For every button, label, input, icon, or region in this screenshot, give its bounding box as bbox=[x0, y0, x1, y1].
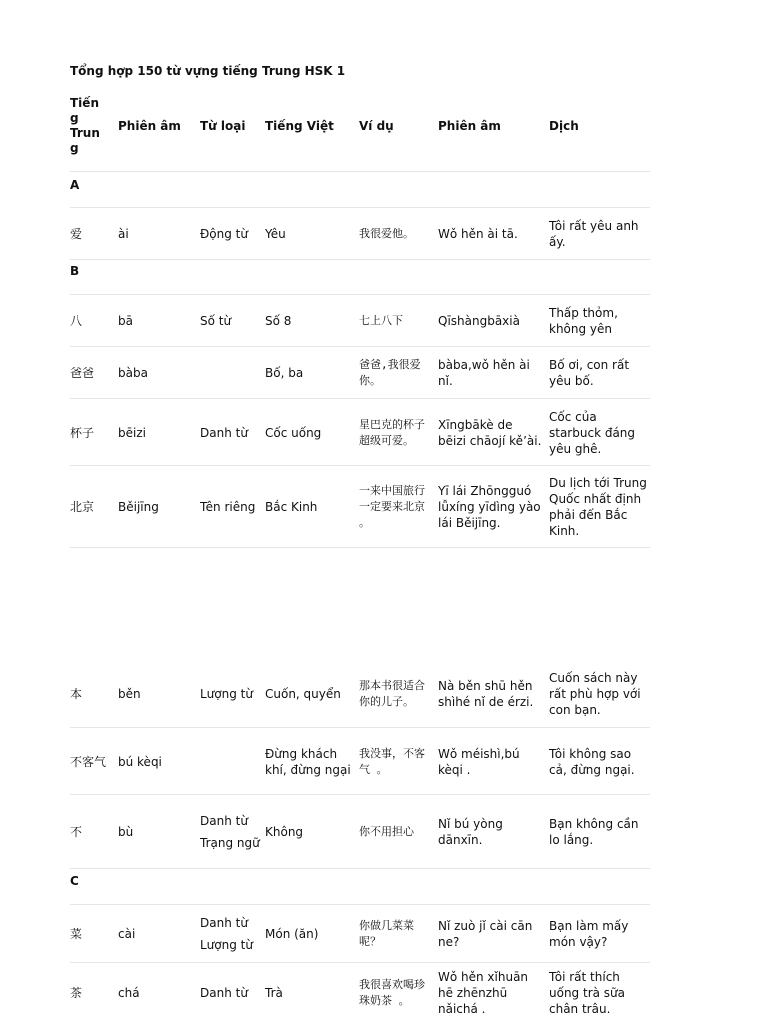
cell-vietnamese: Không bbox=[265, 825, 304, 839]
cell-translation: Du lịch tới Trung Quốc nhất định phải đến Bắc Kinh. bbox=[549, 476, 647, 538]
cell-pinyin: chá bbox=[118, 986, 140, 1000]
cell-vietnamese: Đừng khách khí, đừng ngại bbox=[265, 746, 351, 777]
cell-vietnamese: Cuốn, quyển bbox=[265, 686, 341, 701]
cell-hanzi: 爱 bbox=[70, 227, 83, 241]
table-row bbox=[70, 660, 650, 727]
header-pinyin: Phiên âm bbox=[118, 118, 181, 133]
cell-example-pinyin: Wǒ hěn ài tā. bbox=[438, 227, 518, 241]
cell-word-type: Tên riêng bbox=[200, 500, 256, 514]
page-break-divider bbox=[70, 547, 650, 548]
table-row bbox=[70, 346, 650, 399]
cell-translation: Cuốn sách này rất phù hợp với con bạn. bbox=[549, 670, 641, 717]
cell-example: 我很爱他。 bbox=[359, 227, 414, 240]
table-row bbox=[70, 398, 650, 466]
cell-example-pinyin: bàba,wǒ hěn ài nǐ. bbox=[438, 358, 530, 388]
cell-word-type: Lượng từ bbox=[200, 686, 253, 701]
cell-translation: Tôi rất yêu anh ấy. bbox=[549, 219, 639, 249]
cell-hanzi: 不客气 bbox=[70, 754, 107, 769]
cell-hanzi: 茶 bbox=[70, 986, 83, 1000]
cell-pinyin: bú kèqi bbox=[118, 754, 162, 769]
table-row bbox=[70, 294, 650, 347]
cell-translation: Tôi không sao cả, đừng ngại. bbox=[549, 746, 635, 777]
cell-translation: Thấp thỏm, không yên bbox=[549, 306, 618, 336]
section-header-a bbox=[70, 171, 650, 208]
cell-hanzi: 爸爸 bbox=[70, 366, 95, 380]
header-chinese: Tiến g Trun g bbox=[70, 96, 100, 155]
word-type-secondary: Lượng từ bbox=[200, 938, 253, 952]
cell-vietnamese: Bắc Kinh bbox=[265, 500, 318, 514]
header-example: Ví dụ bbox=[359, 118, 394, 133]
cell-pinyin: bā bbox=[118, 314, 133, 328]
table-row bbox=[70, 962, 650, 1023]
cell-hanzi: 本 bbox=[70, 686, 83, 701]
cell-example: 爸爸,我很爱你。 bbox=[359, 358, 421, 387]
cell-word-type bbox=[200, 728, 262, 795]
word-type-primary: Danh từ bbox=[200, 814, 248, 828]
table-row bbox=[70, 904, 650, 963]
cell-word-type bbox=[200, 795, 262, 869]
cell-word-type bbox=[200, 347, 262, 399]
document-title: Tổng hợp 150 từ vựng tiếng Trung HSK 1 bbox=[70, 64, 346, 78]
section-header-b bbox=[70, 259, 650, 295]
cell-pinyin: bēizi bbox=[118, 425, 146, 440]
cell-word-type: Danh từ bbox=[200, 425, 248, 440]
section-letter: A bbox=[70, 178, 80, 192]
header-example-pinyin: Phiên âm bbox=[438, 118, 501, 133]
section-letter: C bbox=[70, 874, 79, 888]
cell-example-pinyin: Yī lái Zhōngguó lǚxíng yīdìng yào lái Běijīng. bbox=[438, 484, 541, 530]
cell-pinyin: bù bbox=[118, 825, 134, 839]
cell-vietnamese: Yêu bbox=[265, 227, 286, 241]
cell-example: 那本书很适合你的儿子。 bbox=[359, 678, 425, 708]
cell-vietnamese: Cốc uống bbox=[265, 425, 322, 440]
cell-hanzi: 菜 bbox=[70, 927, 83, 941]
cell-vietnamese: Món (ăn) bbox=[265, 927, 319, 941]
cell-translation: Bố ơi, con rất yêu bố. bbox=[549, 358, 630, 388]
cell-hanzi: 杯子 bbox=[70, 425, 95, 440]
table-row bbox=[70, 465, 650, 548]
cell-example: 你做几菜菜呢？ bbox=[359, 919, 414, 948]
cell-pinyin: bàba bbox=[118, 366, 148, 380]
cell-word-type: Động từ bbox=[200, 227, 248, 241]
cell-example-pinyin: Wǒ méishì,bú kèqi . bbox=[438, 746, 520, 777]
cell-example: 一来中国旅行一定要来北京 。 bbox=[359, 484, 425, 529]
cell-example-pinyin: Qīshàngbāxià bbox=[438, 314, 520, 328]
header-word-type: Từ loại bbox=[200, 118, 246, 133]
cell-word-type: Số từ bbox=[200, 314, 232, 328]
cell-translation: Tôi rất thích uống trà sữa chân trâu. bbox=[549, 970, 626, 1016]
cell-translation: Cốc của starbuck đáng yêu ghê. bbox=[549, 409, 636, 456]
section-letter: B bbox=[70, 264, 80, 278]
cell-example-pinyin: Nǐ bú yòng dānxīn. bbox=[438, 817, 503, 847]
cell-translation: Bạn không cần lo lắng. bbox=[549, 817, 639, 847]
cell-pinyin: ài bbox=[118, 227, 129, 241]
word-type-secondary: Trạng ngữ bbox=[200, 836, 260, 850]
header-translation: Dịch bbox=[549, 118, 579, 133]
word-type-primary: Danh từ bbox=[200, 916, 248, 930]
cell-translation: Bạn làm mấy món vậy? bbox=[549, 919, 629, 949]
cell-example: 星巴克的杯子 超级可爱。 bbox=[359, 417, 425, 447]
cell-pinyin: Běijīng bbox=[118, 500, 159, 514]
cell-vietnamese: Bố, ba bbox=[265, 366, 304, 380]
cell-example: 我很喜欢喝珍珠奶茶 。 bbox=[359, 978, 425, 1007]
cell-example-pinyin: Nǐ zuò jǐ cài cān ne? bbox=[438, 919, 533, 949]
table-row bbox=[70, 207, 650, 260]
cell-vietnamese: Số 8 bbox=[265, 314, 292, 328]
cell-vietnamese: Trà bbox=[265, 986, 283, 1000]
cell-word-type: Danh từ bbox=[200, 986, 248, 1000]
cell-example: 我没事，不客气 。 bbox=[359, 746, 425, 776]
header-vietnamese: Tiếng Việt bbox=[265, 118, 334, 133]
cell-hanzi: 八 bbox=[70, 314, 83, 328]
cell-example-pinyin: Nà běn shū hěn shìhé nǐ de érzi. bbox=[438, 678, 534, 709]
cell-pinyin: běn bbox=[118, 686, 141, 701]
cell-hanzi: 北京 bbox=[70, 500, 95, 514]
cell-example: 你不用担心 bbox=[359, 825, 414, 838]
cell-example-pinyin: Xīngbākè de bēizi chāojí kě’ài. bbox=[438, 417, 542, 448]
cell-example-pinyin: Wǒ hěn xǐhuān hē zhēnzhū nǎichá . bbox=[438, 970, 529, 1016]
cell-word-type bbox=[200, 905, 262, 963]
section-header-c bbox=[70, 868, 650, 905]
table-row bbox=[70, 794, 650, 869]
table-row bbox=[70, 727, 650, 795]
cell-example: 七上八下 bbox=[359, 314, 403, 327]
cell-pinyin: cài bbox=[118, 927, 136, 941]
cell-hanzi: 不 bbox=[70, 825, 83, 839]
